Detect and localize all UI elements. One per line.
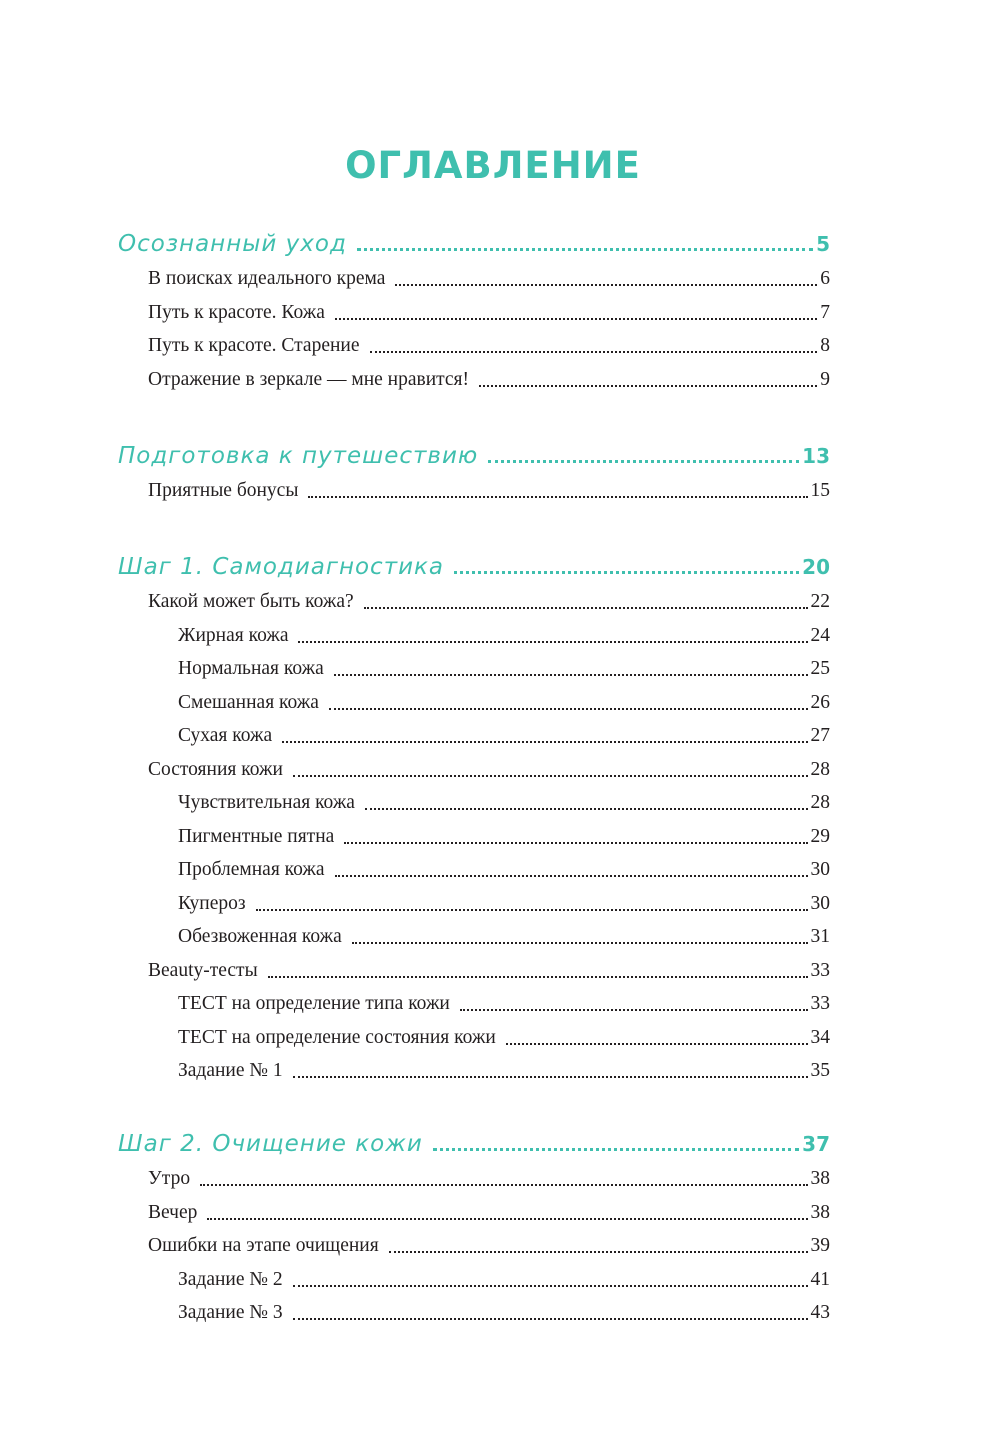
dot-leader xyxy=(293,1285,808,1287)
toc-page-number: 28 xyxy=(810,758,830,780)
toc-section[interactable] xyxy=(0,440,986,472)
toc-entry-label: Задание № 1 xyxy=(178,1060,283,1081)
dot-leader xyxy=(352,942,808,944)
dot-leader xyxy=(395,284,817,286)
toc-page-number: 5 xyxy=(816,232,830,256)
toc-page-number: 26 xyxy=(810,691,830,713)
dot-leader xyxy=(357,248,813,251)
toc-entry[interactable] xyxy=(0,1230,986,1262)
dot-leader xyxy=(365,808,808,810)
toc-entry[interactable] xyxy=(0,955,986,987)
toc-entry[interactable] xyxy=(0,263,986,295)
dot-leader xyxy=(506,1043,808,1045)
toc-page-number: 34 xyxy=(810,1026,830,1048)
dot-leader xyxy=(268,976,808,978)
toc-entry[interactable] xyxy=(0,720,986,752)
dot-leader xyxy=(335,318,817,320)
toc-entry-label: Путь к красоте. Кожа xyxy=(148,301,325,323)
page-title: ОГЛАВЛЕНИЕ xyxy=(345,144,641,187)
dot-leader xyxy=(335,875,808,877)
toc-entry[interactable] xyxy=(0,1055,986,1087)
toc-entry-label: Купероз xyxy=(178,892,246,914)
toc-entry-label: Смешанная кожа xyxy=(178,691,319,713)
toc-entry[interactable] xyxy=(0,620,986,652)
toc-entry[interactable] xyxy=(0,988,986,1020)
toc-page-number: 13 xyxy=(802,444,830,468)
toc-page-number: 30 xyxy=(810,892,830,914)
toc-section-title: Шаг 1. Самодиагностика xyxy=(118,554,445,580)
toc-entry-label: ТЕСТ на определение состояния кожи xyxy=(178,1026,496,1048)
toc-entry-label: Проблемная кожа xyxy=(178,859,325,880)
toc-entry[interactable] xyxy=(0,653,986,685)
toc-entry[interactable] xyxy=(0,687,986,719)
toc-entry-label: Утро xyxy=(148,1168,191,1189)
toc-page-number: 7 xyxy=(820,301,830,323)
toc-section-title: Шаг 2. Очищение кожи xyxy=(118,1131,423,1157)
toc-page-number: 28 xyxy=(810,792,830,813)
toc-page-number: 24 xyxy=(810,624,830,646)
dot-leader xyxy=(488,460,799,463)
toc-entry-label: Пигментные пятна xyxy=(178,825,335,847)
toc-entry[interactable] xyxy=(0,1264,986,1296)
dot-leader xyxy=(329,708,808,710)
toc-entry-label: Ошибки на этапе очищения xyxy=(148,1235,379,1256)
toc-page-number: 33 xyxy=(810,959,830,981)
toc-page-number: 38 xyxy=(810,1168,830,1189)
toc-entry[interactable] xyxy=(0,821,986,853)
toc-entry[interactable] xyxy=(0,787,986,819)
toc-page-number: 15 xyxy=(810,480,830,501)
toc-section[interactable] xyxy=(0,228,986,260)
toc-page-number: 43 xyxy=(810,1302,830,1323)
toc-page-number: 33 xyxy=(810,993,830,1014)
toc-entry[interactable] xyxy=(0,1022,986,1054)
toc-entry[interactable] xyxy=(0,586,986,618)
toc-page-number: 27 xyxy=(810,725,830,746)
toc-section-title: Осознанный уход xyxy=(118,231,347,257)
toc-entry-label: Задание № 3 xyxy=(178,1302,283,1323)
toc-entry[interactable] xyxy=(0,297,986,329)
toc-page-number: 39 xyxy=(810,1235,830,1256)
dot-leader xyxy=(256,909,808,911)
toc-entry-label: Задание № 2 xyxy=(178,1268,283,1290)
toc-entry-label: Отражение в зеркале — мне нравится! xyxy=(148,368,470,390)
toc-entry-label: Beauty-тесты xyxy=(148,959,258,981)
dot-leader xyxy=(433,1148,799,1151)
toc-entry-label: Жирная кожа xyxy=(178,624,289,646)
dot-leader xyxy=(293,1318,808,1320)
toc-page-number: 31 xyxy=(810,926,830,947)
toc-entry-label: Вечер xyxy=(148,1201,198,1223)
toc-page-number: 25 xyxy=(810,658,830,679)
toc-entry[interactable] xyxy=(0,1163,986,1195)
dot-leader xyxy=(454,571,799,574)
toc-section-title: Подготовка к путешествию xyxy=(118,443,479,469)
toc-entry[interactable] xyxy=(0,330,986,362)
toc-section[interactable] xyxy=(0,1128,986,1160)
toc-page-number: 37 xyxy=(802,1132,830,1156)
toc-entry-label: Приятные бонусы xyxy=(148,480,299,501)
toc-entry[interactable] xyxy=(0,921,986,953)
toc-entry-label: Сухая кожа xyxy=(178,725,273,746)
dot-leader xyxy=(364,607,808,609)
dot-leader xyxy=(460,1009,808,1011)
dot-leader xyxy=(293,775,808,777)
toc-entry[interactable] xyxy=(0,475,986,507)
toc-entry[interactable] xyxy=(0,1197,986,1229)
toc-entry[interactable] xyxy=(0,854,986,886)
toc-entry-label: Состояния кожи xyxy=(148,758,283,780)
toc-entry-label: Чувствительная кожа xyxy=(178,792,355,813)
toc-entry-label: Обезвоженная кожа xyxy=(178,926,342,947)
toc-entry-label: Путь к красоте. Старение xyxy=(148,335,360,356)
dot-leader xyxy=(334,674,808,676)
toc-entry-label: В поисках идеального крема xyxy=(148,268,386,289)
toc-page-number: 30 xyxy=(810,859,830,880)
toc-page-number: 8 xyxy=(820,335,830,356)
dot-leader xyxy=(207,1218,807,1220)
dot-leader xyxy=(308,496,807,498)
dot-leader xyxy=(370,351,818,353)
dot-leader xyxy=(298,641,807,643)
dot-leader xyxy=(200,1184,807,1186)
toc-entry-label: Какой может быть кожа? xyxy=(148,591,354,612)
dot-leader xyxy=(293,1076,808,1078)
toc-entry-label: ТЕСТ на определение типа кожи xyxy=(178,993,450,1014)
toc-page-number: 9 xyxy=(820,368,830,390)
toc-page-number: 35 xyxy=(810,1060,830,1081)
toc-page-number: 22 xyxy=(810,591,830,612)
toc-page-number: 38 xyxy=(810,1201,830,1223)
dot-leader xyxy=(344,842,807,844)
toc-entry-label: Нормальная кожа xyxy=(178,658,324,679)
toc-page-number: 6 xyxy=(820,268,830,289)
toc-page-number: 41 xyxy=(810,1268,830,1290)
toc-entry[interactable] xyxy=(0,364,986,396)
toc-entry[interactable] xyxy=(0,888,986,920)
toc-page-number: 29 xyxy=(810,825,830,847)
toc-section[interactable] xyxy=(0,551,986,583)
toc-page-number: 20 xyxy=(802,555,830,579)
toc-entry[interactable] xyxy=(0,754,986,786)
dot-leader xyxy=(479,385,817,387)
dot-leader xyxy=(282,741,807,743)
toc-entry[interactable] xyxy=(0,1297,986,1329)
dot-leader xyxy=(389,1251,808,1253)
